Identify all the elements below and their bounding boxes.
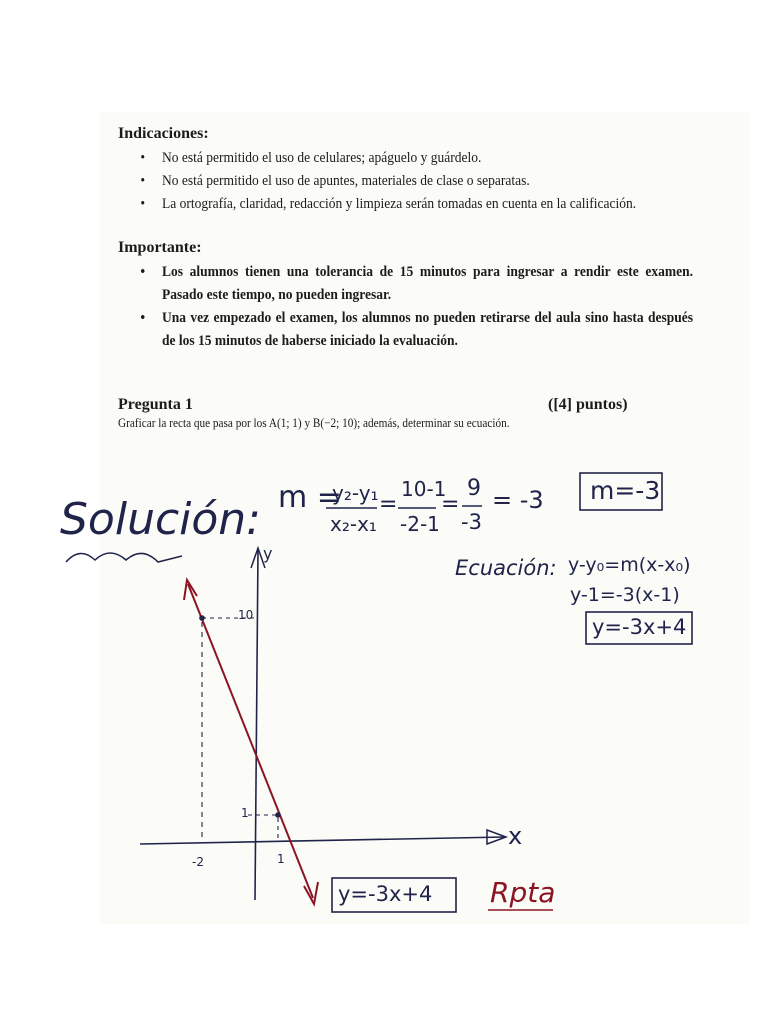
importante-heading: Importante: — [118, 239, 202, 256]
list-item: • No está permitido el uso de apuntes, materiales de clase o separatas. — [162, 170, 693, 193]
slope-result: = -3 — [492, 486, 544, 514]
equation-step: y-y₀=m(x-x₀) — [568, 554, 691, 576]
list-item: • Una vez empezado el examen, los alumnos no pueden retirarse del aula sino hasta después de los 15 minutos de haberse iniciado la evaluación. — [162, 307, 693, 353]
equation-step: y=-3x+4 — [592, 615, 687, 639]
equals-sign: = — [441, 492, 460, 517]
slope-numerator-3: 9 — [467, 476, 481, 501]
ecuacion-label: Ecuación: — [455, 556, 557, 580]
tick-y-10: 10 — [238, 608, 254, 622]
x-axis — [140, 837, 505, 844]
slope-numerator-2: 10-1 — [401, 477, 447, 501]
slope-denominator-2: -2-1 — [400, 512, 440, 536]
slope-denominator-3: -3 — [461, 510, 482, 534]
graph-line — [188, 584, 313, 898]
question-text: Graficar la recta que pasa por los A(1; 1) y B(−2; 10); además, determinar su ecuación. — [118, 416, 510, 430]
tick-y-1: 1 — [241, 806, 249, 820]
final-answer: y=-3x+4 — [338, 882, 433, 906]
y-axis-label: y — [263, 544, 273, 563]
slope-m: m = — [278, 480, 342, 515]
list-item: • No está permitido el uso de celulares; apáguelo y guárdelo. — [162, 147, 693, 170]
list-item: • Los alumnos tienen una tolerancia de 15 minutos para ingresar a rendir este examen. Pasado este tiempo, no pueden ingresar. — [162, 261, 693, 307]
equation-step: y-1=-3(x-1) — [570, 584, 680, 606]
rpta-label: Rpta — [490, 876, 556, 909]
x-axis-label: x — [508, 822, 523, 850]
tick-x-neg2: -2 — [192, 855, 204, 869]
question-title: Pregunta 1 — [118, 396, 193, 413]
slope-boxed: m=-3 — [590, 476, 661, 505]
tick-x-1: 1 — [277, 852, 285, 866]
equals-sign: = — [379, 492, 398, 517]
solution-heading: Solución: — [60, 494, 262, 545]
point-b — [199, 615, 205, 621]
question-points: ([4] puntos) — [548, 396, 628, 413]
slope-denominator: x₂-x₁ — [330, 512, 377, 536]
indicaciones-heading: Indicaciones: — [118, 125, 209, 142]
heading-underline — [66, 553, 182, 562]
y-axis — [255, 550, 258, 900]
list-item: • La ortografía, claridad, redacción y limpieza serán tomadas en cuenta en la calificación. — [162, 193, 693, 216]
point-a — [275, 812, 281, 818]
slope-numerator: y₂-y₁ — [332, 481, 379, 505]
